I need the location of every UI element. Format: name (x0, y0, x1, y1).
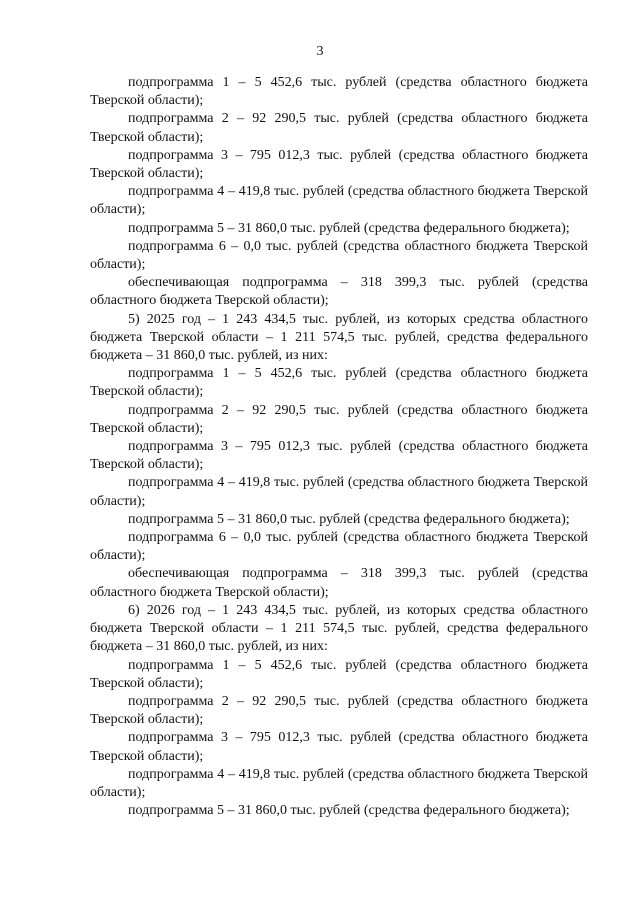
paragraph: подпрограмма 4 – 419,8 тыс. рублей (средства областного бюджета Тверской области); (90, 184, 588, 218)
paragraph: подпрограмма 6 – 0,0 тыс. рублей (средства областного бюджета Тверской области); (90, 238, 588, 273)
page-number: 3 (316, 44, 324, 59)
paragraph: подпрограмма 1 – 5 452,6 тыс. рублей (средства областного бюджета Тверской области); (90, 366, 588, 400)
document-body (90, 74, 588, 820)
paragraph: обеспечивающая подпрограмма – 318 399,3 тыс. рублей (средства областного бюджета Тверской области); (90, 275, 588, 309)
paragraph: подпрограмма 5 – 31 860,0 тыс. рублей (средства федерального бюджета); (128, 803, 570, 819)
paragraph: 5) 2025 год – 1 243 434,5 тыс. рублей, из которых средства областного бюджета Тверской области – 1 211 574,5 тыс. рублей, средства федерального бюджета – 31 860,0 тыс. рублей, из них: (90, 311, 588, 364)
paragraph: подпрограмма 4 – 419,8 тыс. рублей (средства областного бюджета Тверской области); (90, 475, 588, 509)
paragraph: подпрограмма 4 – 419,8 тыс. рублей (средства областного бюджета Тверской области); (90, 766, 588, 800)
paragraph: подпрограмма 5 – 31 860,0 тыс. рублей (средства федерального бюджета); (128, 511, 570, 527)
paragraph: 6) 2026 год – 1 243 434,5 тыс. рублей, из которых средства областного бюджета Тверской области – 1 211 574,5 тыс. рублей, средства федерального бюджета – 31 860,0 тыс. рублей, из них: (90, 602, 588, 655)
paragraph: подпрограмма 3 – 795 012,3 тыс. рублей (средства областного бюджета Тверской области); (90, 147, 588, 182)
paragraph: подпрограмма 2 – 92 290,5 тыс. рублей (средства областного бюджета Тверской области); (90, 111, 588, 145)
paragraph: подпрограмма 3 – 795 012,3 тыс. рублей (средства областного бюджета Тверской области); (90, 439, 588, 473)
paragraph: подпрограмма 1 – 5 452,6 тыс. рублей (средства областного бюджета Тверской области); (90, 657, 588, 691)
paragraph: подпрограмма 2 – 92 290,5 тыс. рублей (средства областного бюджета Тверской области); (90, 402, 588, 436)
paragraph: подпрограмма 2 – 92 290,5 тыс. рублей (средства областного бюджета Тверской области); (90, 693, 588, 728)
paragraph: подпрограмма 1 – 5 452,6 тыс. рублей (средства областного бюджета Тверской области); (90, 75, 588, 109)
paragraph: подпрограмма 6 – 0,0 тыс. рублей (средства областного бюджета Тверской области); (90, 530, 588, 564)
paragraph: подпрограмма 3 – 795 012,3 тыс. рублей (средства областного бюджета Тверской области); (90, 730, 588, 764)
paragraph: подпрограмма 5 – 31 860,0 тыс. рублей (средства федерального бюджета); (128, 220, 570, 236)
paragraph: обеспечивающая подпрограмма – 318 399,3 тыс. рублей (средства областного бюджета Тверской области); (90, 566, 588, 600)
